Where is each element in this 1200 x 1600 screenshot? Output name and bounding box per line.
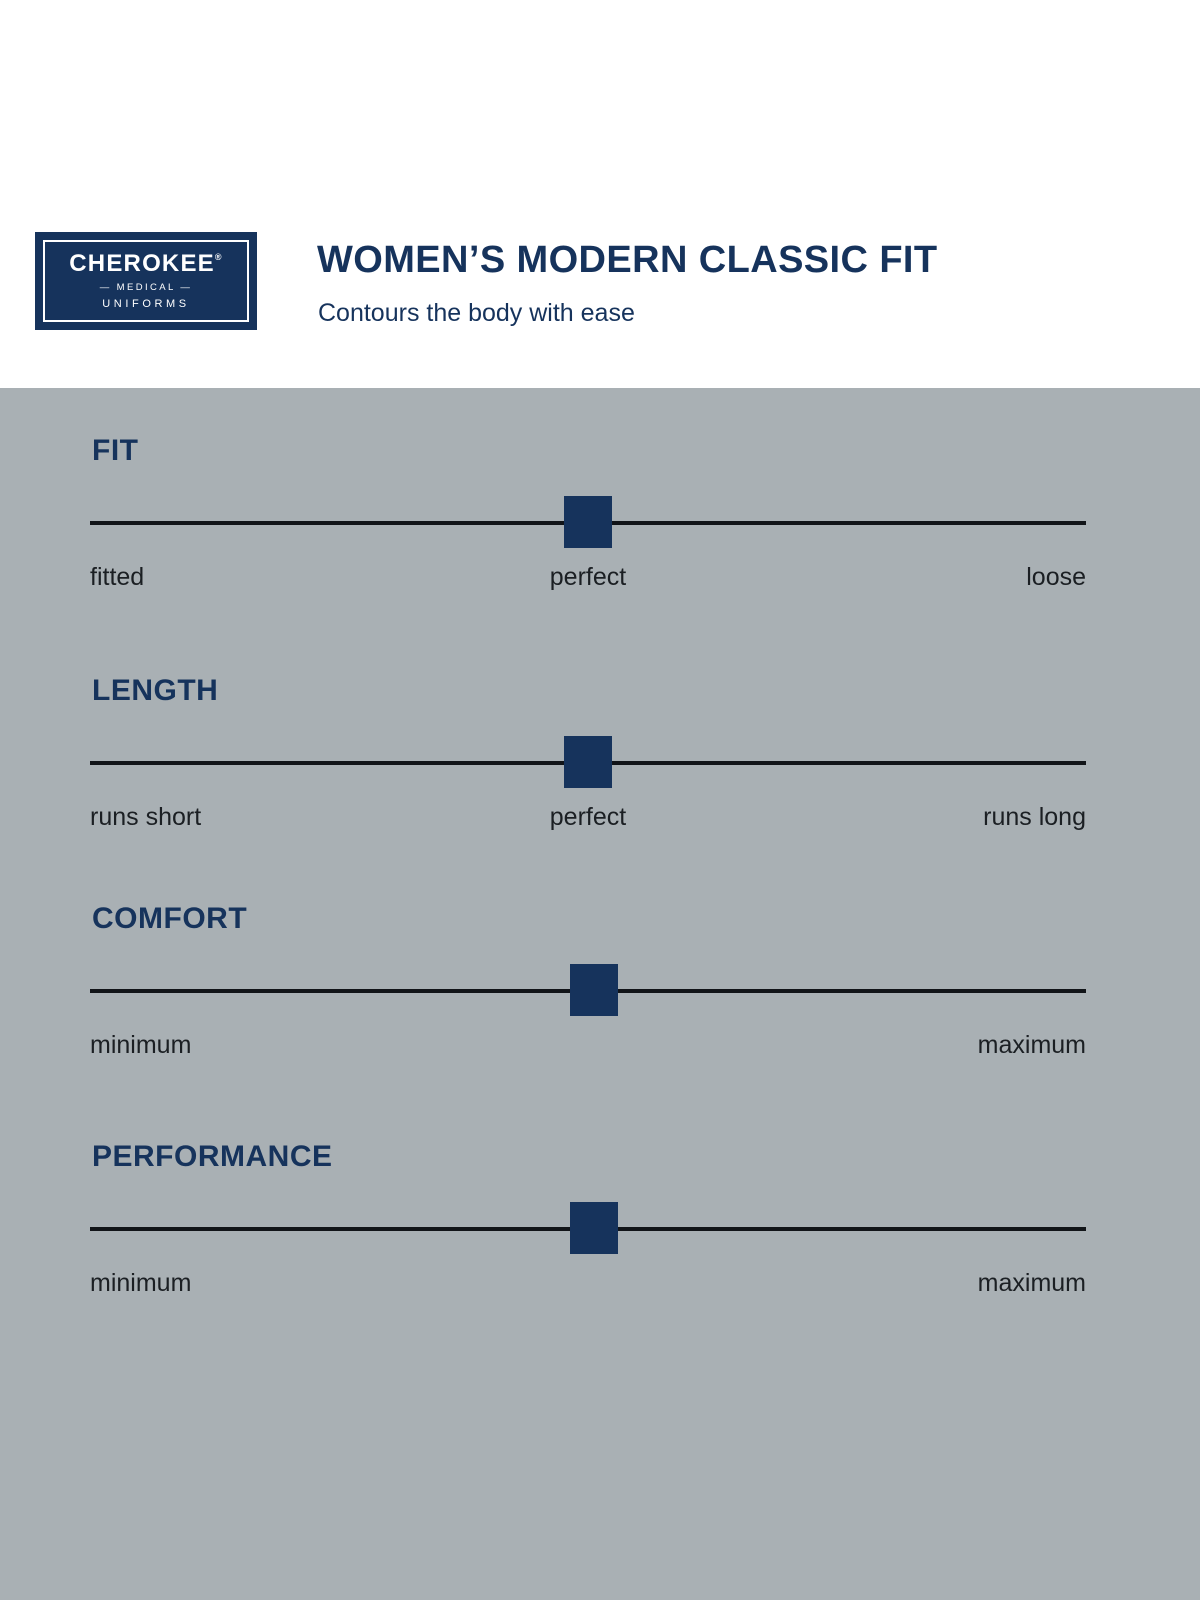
scale-length-mid-label: perfect [549, 803, 627, 831]
scale-performance-track-wrap [90, 1202, 1086, 1258]
scale-comfort-label: COMFORT [92, 902, 248, 935]
cherokee-logo [35, 232, 257, 330]
scale-length-track-wrap [90, 736, 1086, 792]
scale-performance-label: PERFORMANCE [92, 1140, 333, 1173]
scale-length-label: LENGTH [92, 674, 219, 707]
scale-fit-endpoints [90, 562, 1086, 596]
scale-length-endpoints [90, 802, 1086, 836]
scale-fit-mid-label: perfect [549, 563, 627, 591]
page-title: WOMEN’S MODERN CLASSIC FIT [317, 239, 938, 281]
scales-panel [0, 388, 1200, 1600]
scale-fit-right-label: loose [1026, 563, 1086, 591]
logo-uniforms-text: UNIFORMS [102, 298, 190, 311]
scale-comfort-track-wrap [90, 964, 1086, 1020]
scale-comfort [90, 904, 1086, 1064]
scale-comfort-marker[interactable] [570, 964, 618, 1016]
scale-comfort-endpoints [90, 1030, 1086, 1064]
scale-performance [90, 1142, 1086, 1302]
scale-length-left-label: runs short [90, 803, 202, 831]
header [0, 0, 1200, 388]
scale-length-marker[interactable] [564, 736, 612, 788]
scale-fit-label: FIT [92, 434, 139, 467]
scale-fit-track-wrap [90, 496, 1086, 552]
scale-fit [90, 436, 1086, 596]
scale-comfort-right-label: maximum [977, 1031, 1086, 1059]
scale-performance-marker[interactable] [570, 1202, 618, 1254]
scale-fit-left-label: fitted [90, 563, 145, 591]
scale-performance-right-label: maximum [977, 1269, 1086, 1297]
scale-comfort-left-label: minimum [90, 1031, 192, 1059]
scale-length-right-label: runs long [983, 803, 1086, 831]
scale-performance-endpoints [90, 1268, 1086, 1302]
logo-inner-frame [43, 240, 249, 322]
scale-performance-left-label: minimum [90, 1269, 192, 1297]
scale-fit-marker[interactable] [564, 496, 612, 548]
logo-brand-text [69, 249, 223, 277]
page-subtitle: Contours the body with ease [318, 299, 635, 327]
logo-brand-name: CHEROKEE [69, 249, 215, 277]
logo-medical-text: — MEDICAL — [99, 281, 193, 293]
registered-mark-icon: ® [214, 251, 223, 262]
scale-length [90, 676, 1086, 836]
